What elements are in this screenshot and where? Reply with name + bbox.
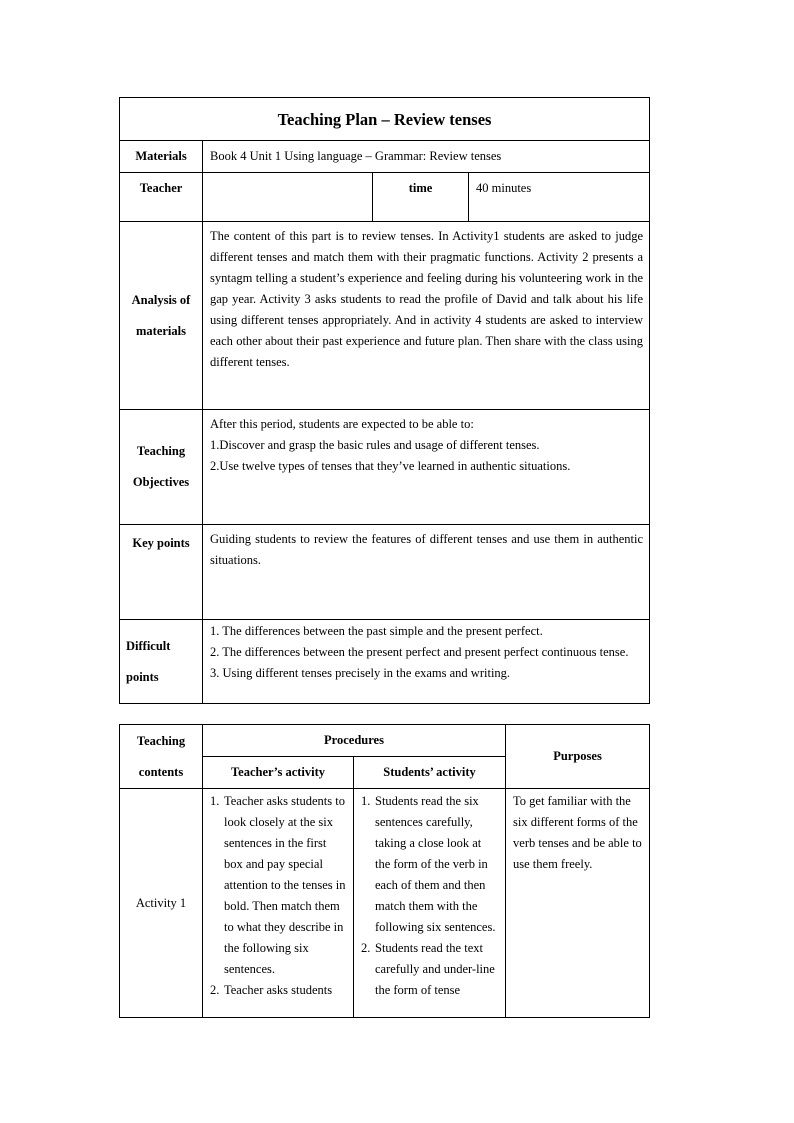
objectives-label bbox=[120, 410, 203, 525]
list-number: 2. bbox=[361, 941, 371, 955]
teacher-activity-cell bbox=[203, 789, 354, 1018]
activity-name: Activity 1 bbox=[120, 789, 203, 1018]
objectives-label-line2: Objectives bbox=[132, 475, 190, 489]
teacher-activity-header: Teacher’s activity bbox=[203, 757, 354, 789]
list-text: Teacher asks students bbox=[224, 983, 333, 997]
list-text: Teacher asks students to look closely at the six sentences in the first box and pay special attention to the tenses in bold. Then match them to what they describe in the following six sentences. bbox=[224, 794, 346, 976]
procedures-header: Procedures bbox=[203, 725, 506, 757]
difficult-label-line2: points bbox=[126, 669, 159, 684]
plan-title: Teaching Plan – Review tenses bbox=[120, 98, 650, 141]
list-number: 2. bbox=[210, 983, 220, 997]
objectives-text bbox=[203, 410, 650, 525]
analysis-label bbox=[120, 222, 203, 410]
teaching-plan-table bbox=[119, 97, 650, 704]
procedures-table bbox=[119, 724, 650, 1018]
analysis-label-line2: materials bbox=[136, 323, 186, 338]
difficult-point-line: 3. Using different tenses precisely in the exams and writing. bbox=[210, 666, 511, 680]
key-points-text: Guiding students to review the features of different tenses and use them in authentic situations. bbox=[203, 525, 650, 620]
students-activity-cell bbox=[354, 789, 506, 1018]
analysis-label-line1: Analysis of bbox=[131, 292, 191, 307]
materials-label: Materials bbox=[120, 141, 203, 173]
difficult-point-line: 2. The differences between the present perfect and present perfect continuous tense. bbox=[210, 645, 629, 659]
table-row bbox=[120, 789, 650, 1018]
contents-label-line2: contents bbox=[138, 764, 184, 779]
analysis-text: The content of this part is to review tenses. In Activity1 students are asked to judge different tenses and match them with their pragmatic functions. Activity 2 presents a syntagm telling a student’s experience and feeling during his volunteering work in the gap year. Activity 3 asks students to read the profile of David and talk about his life using different tenses appropriately. And in activity 4 students are asked to interview each other about their past experience and future plan. Then share with the class using different tenses. bbox=[203, 222, 650, 410]
difficult-point-line: 1. The differences between the past simple and the present perfect. bbox=[210, 624, 543, 638]
list-item bbox=[361, 938, 499, 1001]
teacher-label: Teacher bbox=[120, 173, 203, 222]
contents-label-line1: Teaching bbox=[136, 733, 186, 748]
objectives-line: After this period, students are expected to be able to: bbox=[210, 417, 474, 431]
list-number: 1. bbox=[361, 794, 371, 808]
key-points-label: Key points bbox=[120, 525, 203, 620]
purposes-header: Purposes bbox=[506, 725, 650, 789]
materials-value: Book 4 Unit 1 Using language – Grammar: Review tenses bbox=[203, 141, 650, 173]
list-number: 1. bbox=[210, 794, 220, 808]
objectives-line: 1.Discover and grasp the basic rules and usage of different tenses. bbox=[210, 438, 540, 452]
difficult-points-text bbox=[203, 620, 650, 704]
list-text: Students read the text carefully and under-line the form of tense bbox=[375, 941, 495, 997]
time-label: time bbox=[373, 173, 469, 222]
objectives-line: 2.Use twelve types of tenses that they’ve learned in authentic situations. bbox=[210, 459, 571, 473]
purpose-cell: To get familiar with the six different forms of the verb tenses and be able to use them freely. bbox=[506, 789, 650, 1018]
teacher-value bbox=[203, 173, 373, 222]
teaching-contents-header bbox=[120, 725, 203, 789]
difficult-label-line1: Difficult bbox=[126, 638, 171, 653]
students-activity-header: Students’ activity bbox=[354, 757, 506, 789]
list-item bbox=[361, 791, 499, 938]
difficult-points-label bbox=[120, 620, 203, 704]
objectives-label-line1: Teaching bbox=[136, 444, 186, 458]
list-item bbox=[210, 980, 347, 1001]
list-item bbox=[210, 791, 347, 980]
time-value: 40 minutes bbox=[469, 173, 650, 222]
list-text: Students read the six sentences carefully, taking a close look at the form of the verb in each of them and then match them with the following six sentences. bbox=[375, 794, 496, 934]
